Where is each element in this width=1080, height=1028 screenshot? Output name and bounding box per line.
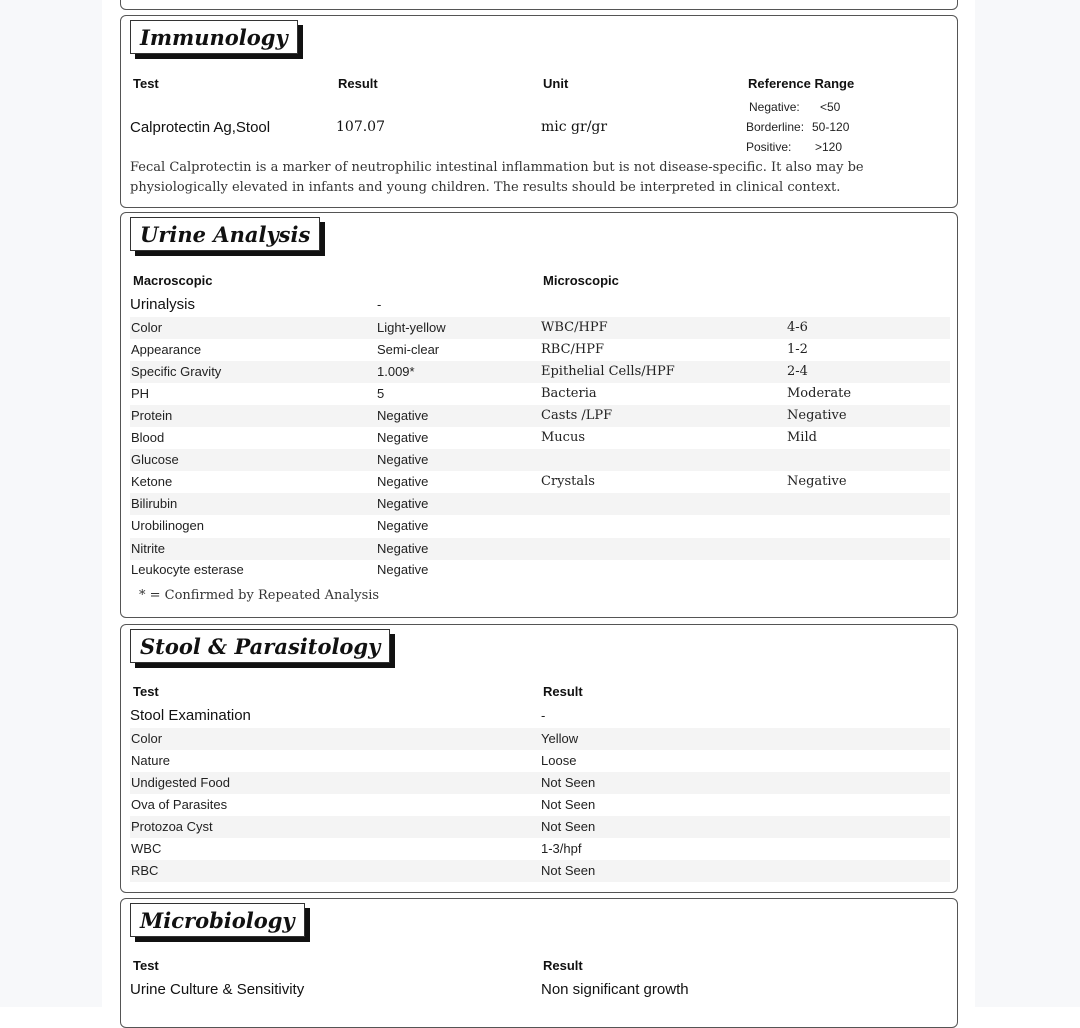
immunology-section xyxy=(120,15,958,208)
macro-test: Nitrite xyxy=(131,541,165,556)
micro-test: Crystals xyxy=(541,474,595,489)
macro-value: Negative xyxy=(377,541,429,556)
macro-test: Blood xyxy=(131,430,165,445)
stool-test: Ova of Parasites xyxy=(131,797,228,812)
table-row xyxy=(130,794,950,816)
column-header-reference: Reference Range xyxy=(748,76,855,91)
macro-value: Semi-clear xyxy=(377,342,440,357)
table-row xyxy=(130,559,950,581)
microbiology-title-box xyxy=(130,903,305,937)
stool-test: Color xyxy=(131,731,163,746)
column-header-test: Test xyxy=(133,76,159,91)
stool-test: Protozoa Cyst xyxy=(131,819,213,834)
urine-analysis-section xyxy=(120,212,958,618)
interpretation-note: Fecal Calprotectin is a marker of neutrophilic intestinal inflammation but is not disease-specific. It also may be physiologically elevated in infants and young children. The results should be interpreted in clinical context. xyxy=(130,160,864,195)
column-header-microscopic: Microscopic xyxy=(543,273,619,288)
reference-negative-value: <50 xyxy=(820,100,841,114)
macro-value: Negative xyxy=(377,408,429,423)
table-row xyxy=(130,538,950,560)
stool-title-box xyxy=(130,629,390,663)
macro-value: Negative xyxy=(377,474,429,489)
micro-test: Epithelial Cells/HPF xyxy=(541,364,675,379)
column-header-macroscopic: Macroscopic xyxy=(133,273,213,288)
microbiology-section xyxy=(120,898,958,1028)
macro-value: 1.009* xyxy=(377,364,415,379)
micro-test: RBC/HPF xyxy=(541,342,605,357)
macro-test: Leukocyte esterase xyxy=(131,562,244,577)
table-row xyxy=(130,860,950,882)
micro-value: 4-6 xyxy=(787,320,808,335)
table-row xyxy=(130,728,950,750)
micro-value: 2-4 xyxy=(787,364,808,379)
table-row xyxy=(130,383,950,405)
macro-test: Specific Gravity xyxy=(131,364,222,379)
macro-value: Negative xyxy=(377,496,429,511)
macro-value: Negative xyxy=(377,430,429,445)
macro-test: Ketone xyxy=(131,474,173,489)
macro-test: Appearance xyxy=(131,342,202,357)
table-row xyxy=(130,427,950,449)
test-result: Non significant growth xyxy=(541,981,689,998)
micro-test: WBC/HPF xyxy=(541,320,608,335)
macro-value: 5 xyxy=(377,386,385,401)
section-title: Stool & Parasitology xyxy=(130,629,390,663)
column-header-test: Test xyxy=(133,684,159,699)
micro-value: Moderate xyxy=(787,386,852,401)
left-margin xyxy=(0,0,102,1007)
macro-test: Color xyxy=(131,320,163,335)
stool-test: Nature xyxy=(131,753,171,768)
table-row xyxy=(130,405,950,427)
group-value: - xyxy=(541,708,546,723)
stool-result: 1-3/hpf xyxy=(541,841,582,856)
test-result: 107.07 xyxy=(336,119,385,135)
table-row xyxy=(130,449,950,471)
stool-result: Not Seen xyxy=(541,775,596,790)
stool-result: Not Seen xyxy=(541,819,596,834)
macro-value: Negative xyxy=(377,562,429,577)
micro-value: 1-2 xyxy=(787,342,808,357)
column-header-result: Result xyxy=(543,684,583,699)
macro-test: Protein xyxy=(131,408,173,423)
macro-value: Negative xyxy=(377,452,429,467)
reference-borderline-label: Borderline: xyxy=(746,120,805,134)
reference-positive-value: >120 xyxy=(815,140,843,154)
table-row xyxy=(130,493,950,515)
column-header-test: Test xyxy=(133,958,159,973)
macro-value: Negative xyxy=(377,518,429,533)
column-header-result: Result xyxy=(338,76,378,91)
stool-test: WBC xyxy=(131,841,162,856)
group-label: Urinalysis xyxy=(130,296,196,313)
reference-borderline-value: 50-120 xyxy=(812,120,850,134)
test-name: Urine Culture & Sensitivity xyxy=(130,981,305,998)
macro-test: Glucose xyxy=(131,452,179,467)
footnote: * = Confirmed by Repeated Analysis xyxy=(139,588,380,603)
column-header-unit: Unit xyxy=(543,76,569,91)
immunology-title-box xyxy=(130,20,298,54)
group-value: - xyxy=(377,297,382,312)
reference-positive-label: Positive: xyxy=(746,140,792,154)
table-row xyxy=(130,317,950,339)
stool-result: Not Seen xyxy=(541,863,596,878)
stool-parasitology-section xyxy=(120,624,958,893)
macro-test: Bilirubin xyxy=(131,496,178,511)
macro-test: Urobilinogen xyxy=(131,518,204,533)
stool-test: Undigested Food xyxy=(131,775,231,790)
group-label: Stool Examination xyxy=(130,707,251,724)
stool-result: Yellow xyxy=(541,731,579,746)
micro-value: Mild xyxy=(787,430,817,445)
table-row xyxy=(130,471,950,493)
macro-value: Light-yellow xyxy=(377,320,446,335)
right-margin xyxy=(975,0,1080,1007)
section-title: Microbiology xyxy=(130,903,305,937)
column-header-result: Result xyxy=(543,958,583,973)
table-row xyxy=(130,515,950,537)
table-row xyxy=(130,816,950,838)
reference-negative-label: Negative: xyxy=(749,100,800,114)
table-row xyxy=(130,838,950,860)
test-unit: mic gr/gr xyxy=(541,119,608,135)
micro-test: Casts /LPF xyxy=(541,408,613,423)
stool-result: Not Seen xyxy=(541,797,596,812)
table-row xyxy=(130,772,950,794)
micro-value: Negative xyxy=(787,408,847,423)
test-name: Calprotectin Ag,Stool xyxy=(130,119,271,136)
macro-test: PH xyxy=(131,386,150,401)
previous-section xyxy=(120,0,958,10)
section-title: Urine Analysis xyxy=(130,217,320,251)
micro-test: Mucus xyxy=(541,430,586,445)
table-row xyxy=(130,361,950,383)
micro-test: Bacteria xyxy=(541,386,597,401)
urine-title-box xyxy=(130,217,320,251)
stool-result: Loose xyxy=(541,753,577,768)
stool-test: RBC xyxy=(131,863,159,878)
micro-value: Negative xyxy=(787,474,847,489)
section-title: Immunology xyxy=(130,20,298,54)
table-row xyxy=(130,750,950,772)
table-row xyxy=(130,339,950,361)
